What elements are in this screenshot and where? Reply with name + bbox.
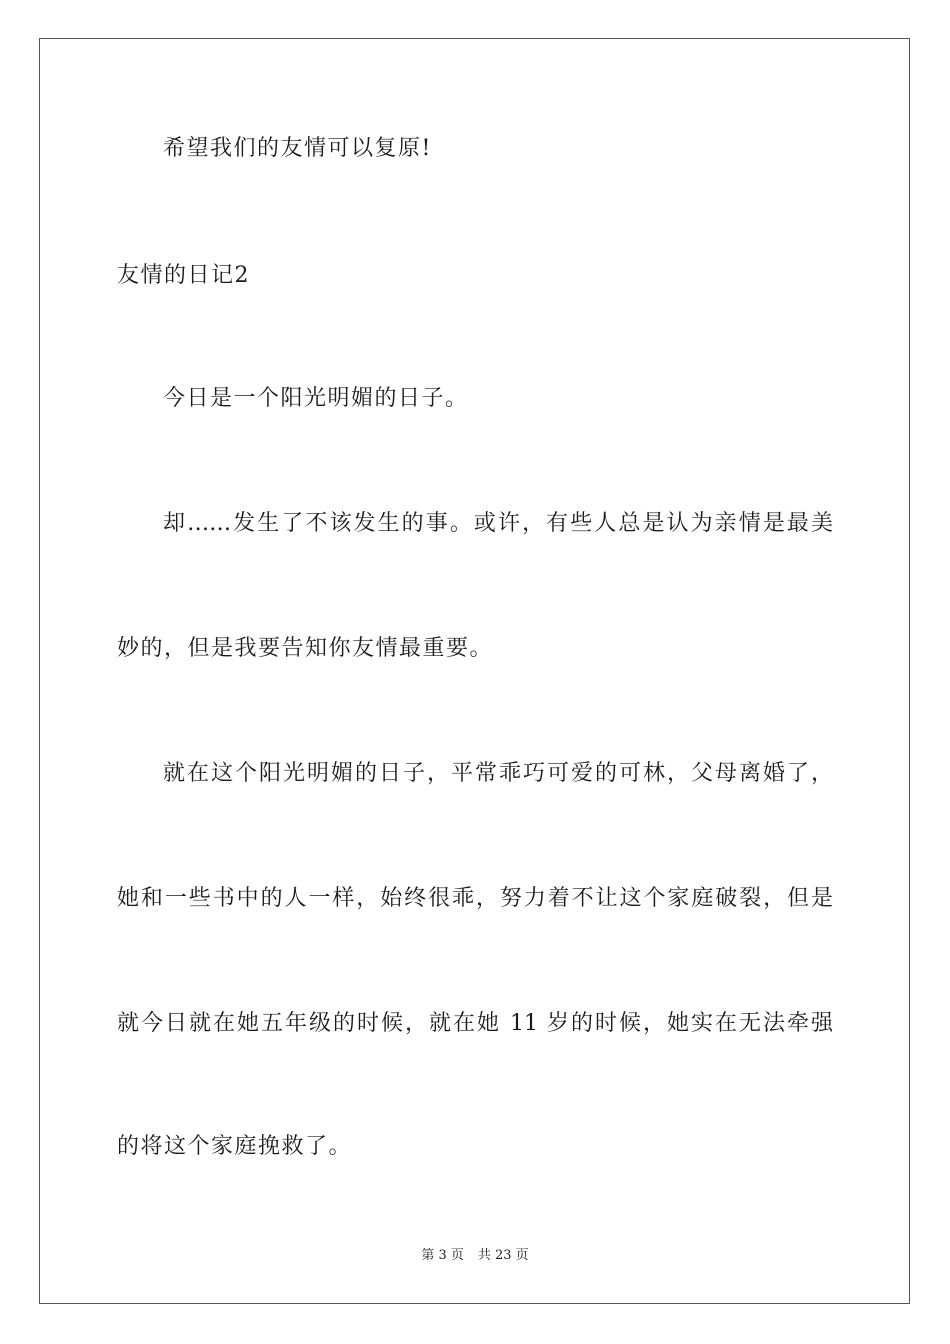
- paragraph-line: 就今日就在她五年级的时候，就在她 11 岁的时候，她实在无法牵强: [117, 1011, 833, 1036]
- page-footer: [0, 1247, 950, 1265]
- page-frame: [39, 38, 910, 1304]
- page-number: 第 3 页: [421, 1248, 464, 1263]
- paragraph-line: 妙的，但是我要告知你友情最重要。: [117, 636, 494, 661]
- paragraph-line: 的将这个家庭挽救了。: [117, 1134, 353, 1159]
- section-heading: 友情的日记2: [117, 263, 250, 288]
- paragraph-line: 就在这个阳光明媚的日子，平常乖巧可爱的可林，父母离婚了，: [163, 761, 833, 786]
- page-total: 共 23 页: [477, 1248, 529, 1263]
- paragraph-line: 今日是一个阳光明媚的日子。: [163, 386, 469, 411]
- paragraph-line: 却……发生了不该发生的事。或许，有些人总是认为亲情是最美: [163, 511, 833, 536]
- paragraph-line: 她和一些书中的人一样，始终很乖，努力着不让这个家庭破裂，但是: [117, 886, 833, 911]
- paragraph-line: 希望我们的友情可以复原!: [163, 136, 432, 161]
